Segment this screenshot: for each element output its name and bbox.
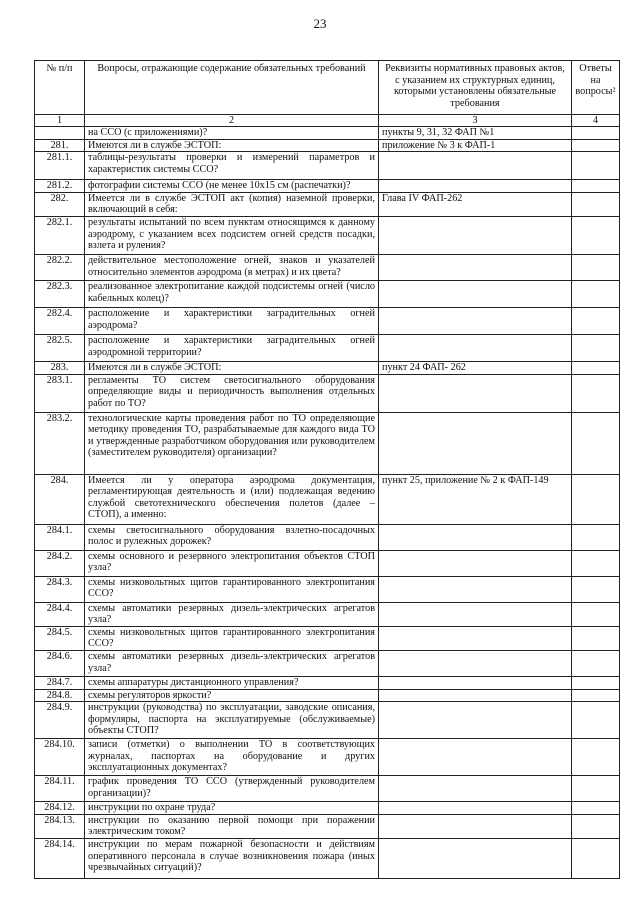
row-reference bbox=[379, 838, 572, 878]
table-row bbox=[35, 180, 620, 193]
row-answer bbox=[572, 602, 620, 626]
row-answer bbox=[572, 689, 620, 702]
requirements-table bbox=[34, 60, 620, 879]
page-number: 23 bbox=[313, 16, 327, 31]
row-reference bbox=[379, 814, 572, 838]
row-reference bbox=[379, 776, 572, 802]
row-answer bbox=[572, 838, 620, 878]
row-number: 282.4. bbox=[35, 307, 85, 334]
row-number: 281.1. bbox=[35, 152, 85, 180]
table-body bbox=[35, 127, 620, 879]
table-row bbox=[35, 689, 620, 702]
column-index: 4 bbox=[572, 115, 620, 127]
row-reference bbox=[379, 152, 572, 180]
header-questions: Вопросы, отражающие содержание обязательных требований bbox=[85, 61, 379, 115]
row-reference bbox=[379, 374, 572, 412]
column-index: 2 bbox=[85, 115, 379, 127]
table-row bbox=[35, 814, 620, 838]
row-number: 284.13. bbox=[35, 814, 85, 838]
row-answer bbox=[572, 524, 620, 550]
row-answer bbox=[572, 626, 620, 650]
table-row bbox=[35, 254, 620, 280]
table-row bbox=[35, 550, 620, 576]
row-reference bbox=[379, 676, 572, 689]
row-reference bbox=[379, 412, 572, 474]
row-answer bbox=[572, 474, 620, 524]
row-reference bbox=[379, 280, 572, 307]
table-row bbox=[35, 626, 620, 650]
header-answers-line1: Ответы bbox=[579, 63, 612, 74]
row-answer bbox=[572, 192, 620, 216]
column-index-row bbox=[35, 115, 620, 127]
row-answer bbox=[572, 576, 620, 602]
row-number: 282.1. bbox=[35, 216, 85, 254]
row-question: расположение и характеристики заградительных огней аэродромной территории? bbox=[85, 334, 379, 361]
row-reference bbox=[379, 602, 572, 626]
row-answer bbox=[572, 739, 620, 776]
row-answer bbox=[572, 676, 620, 689]
row-number: 282.3. bbox=[35, 280, 85, 307]
row-number: 284.7. bbox=[35, 676, 85, 689]
table-row bbox=[35, 776, 620, 802]
table-header-row bbox=[35, 61, 620, 115]
row-number: 282.2. bbox=[35, 254, 85, 280]
table-row bbox=[35, 474, 620, 524]
row-question: реализованное электропитание каждой подсистемы огней (число кабельных колец)? bbox=[85, 280, 379, 307]
table-row bbox=[35, 602, 620, 626]
row-question: схемы низковольтных щитов гарантированного электропитания ССО? bbox=[85, 626, 379, 650]
header-number: № п/п bbox=[35, 61, 85, 115]
row-question: инструкции по охране труда? bbox=[85, 802, 379, 815]
table-row bbox=[35, 576, 620, 602]
row-number: 284.5. bbox=[35, 626, 85, 650]
row-answer bbox=[572, 550, 620, 576]
row-answer bbox=[572, 280, 620, 307]
row-reference bbox=[379, 180, 572, 193]
row-question: результаты испытаний по всем пунктам относящимся к данному аэродрому, с указанием всех подсистем огней средств посадки, взлета и руления? bbox=[85, 216, 379, 254]
table-row bbox=[35, 334, 620, 361]
row-answer bbox=[572, 650, 620, 676]
row-number: 284.9. bbox=[35, 702, 85, 739]
row-question: Имеются ли в службе ЭСТОП: bbox=[85, 361, 379, 374]
table-row bbox=[35, 676, 620, 689]
row-question: фотографии системы ССО (не менее 10х15 см (распечатки)? bbox=[85, 180, 379, 193]
row-reference bbox=[379, 702, 572, 739]
row-number: 281. bbox=[35, 139, 85, 152]
row-question: инструкции по мерам пожарной безопасности и действиям оперативного персонала в случае возникновения пожара (иных чрезвычайных ситуаций)? bbox=[85, 838, 379, 878]
row-question: схемы низковольтных щитов гарантированного электропитания ССО? bbox=[85, 576, 379, 602]
row-number: 284.11. bbox=[35, 776, 85, 802]
row-question: схемы автоматики резервных дизель-электрических агрегатов узла? bbox=[85, 602, 379, 626]
table-row bbox=[35, 802, 620, 815]
row-question: инструкции (руководства) по эксплуатации, заводские описания, формуляры, паспорта на эксплуатируемые (обслуживаемые) объекты СТОП? bbox=[85, 702, 379, 739]
row-question: расположение и характеристики заградительных огней аэродрома? bbox=[85, 307, 379, 334]
row-reference bbox=[379, 576, 572, 602]
row-reference bbox=[379, 334, 572, 361]
row-number: 283.2. bbox=[35, 412, 85, 474]
row-question: график проведения ТО ССО (утвержденный руководителем организации)? bbox=[85, 776, 379, 802]
row-number: 283.1. bbox=[35, 374, 85, 412]
row-reference bbox=[379, 216, 572, 254]
row-answer bbox=[572, 254, 620, 280]
table-row bbox=[35, 307, 620, 334]
row-number: 281.2. bbox=[35, 180, 85, 193]
row-number: 284.1. bbox=[35, 524, 85, 550]
row-answer bbox=[572, 702, 620, 739]
row-number: 284.10. bbox=[35, 739, 85, 776]
row-reference: пункты 9, 31, 32 ФАП №1 bbox=[379, 127, 572, 140]
table-row bbox=[35, 152, 620, 180]
row-answer bbox=[572, 180, 620, 193]
table-row bbox=[35, 127, 620, 140]
table-row bbox=[35, 650, 620, 676]
table-row bbox=[35, 739, 620, 776]
header-answers-line3: вопросы² bbox=[575, 86, 616, 98]
row-answer bbox=[572, 152, 620, 180]
row-answer bbox=[572, 802, 620, 815]
row-number: 284.12. bbox=[35, 802, 85, 815]
table-row bbox=[35, 524, 620, 550]
row-question: технологические карты проведения работ по ТО определяющие методику проведения ТО, разрабатываемые для каждого вида ТО и утвержденные разработчиком оборудования или руководителем (заместителем руководителя) организации? bbox=[85, 412, 379, 474]
header-references: Реквизиты нормативных правовых актов, с указанием их структурных единиц, которыми установлены обязательные требования bbox=[379, 61, 572, 115]
row-reference bbox=[379, 550, 572, 576]
row-answer bbox=[572, 361, 620, 374]
row-question: схемы основного и резервного электропитания объектов СТОП узла? bbox=[85, 550, 379, 576]
row-reference bbox=[379, 254, 572, 280]
row-answer bbox=[572, 814, 620, 838]
row-number: 282. bbox=[35, 192, 85, 216]
header-answers bbox=[572, 61, 620, 115]
table-row bbox=[35, 192, 620, 216]
row-answer bbox=[572, 139, 620, 152]
row-question: записи (отметки) о выполнении ТО в соответствующих журналах, паспортах на оборудование и других эксплуатационных документах? bbox=[85, 739, 379, 776]
row-number: 284.4. bbox=[35, 602, 85, 626]
row-number bbox=[35, 127, 85, 140]
row-number: 283. bbox=[35, 361, 85, 374]
row-question: Имеются ли в службе ЭСТОП: bbox=[85, 139, 379, 152]
table-row bbox=[35, 374, 620, 412]
table-row bbox=[35, 361, 620, 374]
row-answer bbox=[572, 127, 620, 140]
row-number: 284. bbox=[35, 474, 85, 524]
row-reference: пункт 25, приложение № 2 к ФАП-149 bbox=[379, 474, 572, 524]
row-reference: приложение № 3 к ФАП-1 bbox=[379, 139, 572, 152]
row-question: инструкции по оказанию первой помощи при поражении электрическим током? bbox=[85, 814, 379, 838]
table-row bbox=[35, 838, 620, 878]
header-answers-line2: на bbox=[590, 74, 601, 86]
row-question: на ССО (с приложениями)? bbox=[85, 127, 379, 140]
table-row bbox=[35, 280, 620, 307]
row-question: схемы аппаратуры дистанционного управления? bbox=[85, 676, 379, 689]
row-reference bbox=[379, 739, 572, 776]
row-number: 284.6. bbox=[35, 650, 85, 676]
row-number: 284.8. bbox=[35, 689, 85, 702]
row-reference: Глава IV ФАП-262 bbox=[379, 192, 572, 216]
row-question: Имеется ли в службе ЭСТОП акт (копия) наземной проверки, включающий в себя: bbox=[85, 192, 379, 216]
table-row bbox=[35, 139, 620, 152]
column-index: 3 bbox=[379, 115, 572, 127]
row-number: 282.5. bbox=[35, 334, 85, 361]
table-row bbox=[35, 216, 620, 254]
row-answer bbox=[572, 307, 620, 334]
row-reference bbox=[379, 307, 572, 334]
row-answer bbox=[572, 334, 620, 361]
row-number: 284.2. bbox=[35, 550, 85, 576]
row-question: схемы регуляторов яркости? bbox=[85, 689, 379, 702]
row-question: схемы автоматики резервных дизель-электрических агрегатов узла? bbox=[85, 650, 379, 676]
row-question: схемы светосигнального оборудования взлетно-посадочных полос и рулежных дорожек? bbox=[85, 524, 379, 550]
table-row bbox=[35, 412, 620, 474]
row-answer bbox=[572, 412, 620, 474]
row-number: 284.14. bbox=[35, 838, 85, 878]
column-index: 1 bbox=[35, 115, 85, 127]
row-answer bbox=[572, 776, 620, 802]
row-question: Имеется ли у оператора аэродрома документация, регламентирующая деятельность и (или) подлежащая ведению службой светотехнического обеспечения полетов (далее – СТОП), а именно: bbox=[85, 474, 379, 524]
row-answer bbox=[572, 374, 620, 412]
table-row bbox=[35, 702, 620, 739]
row-number: 284.3. bbox=[35, 576, 85, 602]
row-question: таблицы-результаты проверки и измерений параметров и характеристик системы ССО? bbox=[85, 152, 379, 180]
row-reference bbox=[379, 689, 572, 702]
row-reference bbox=[379, 524, 572, 550]
row-reference: пункт 24 ФАП- 262 bbox=[379, 361, 572, 374]
row-reference bbox=[379, 626, 572, 650]
row-reference bbox=[379, 650, 572, 676]
row-reference bbox=[379, 802, 572, 815]
row-question: регламенты ТО систем светосигнального оборудования определяющие виды и периодичность выполнения отдельных работ по ТО? bbox=[85, 374, 379, 412]
row-answer bbox=[572, 216, 620, 254]
row-question: действительное местоположение огней, знаков и указателей относительно элементов аэродрома (в метрах) и их цвета? bbox=[85, 254, 379, 280]
